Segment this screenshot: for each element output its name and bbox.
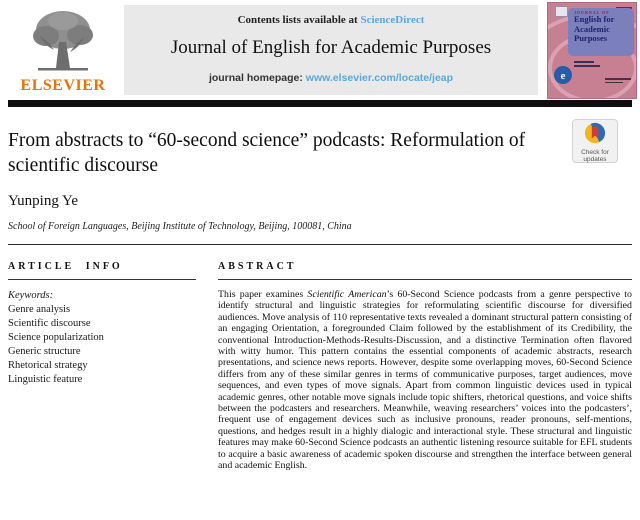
article-info-column xyxy=(8,261,196,472)
homepage-label: journal homepage: xyxy=(208,72,306,84)
elsevier-logo xyxy=(8,6,118,98)
journal-cover-thumbnail[interactable] xyxy=(547,2,637,99)
cover-editor-line xyxy=(574,61,594,63)
abstract-body-text: ’s 60-Second Science podcasts from a genre perspective to identify structural and linguistic strategies for reformulating scientific discourse for diversified audiences. Move analysis of 110 representative texts revealed a dominant structural pattern consisting of an engaging Orientation, a foregrounded Claim followed by the establishment of its Credibility, the conventional Introduction-Methods-Results-Discussion, and a distinctive Termination often flavored with witty humor. This pattern contains the essential components of academic abstracts, research presentations, and science news reports. However, despite some overlapping moves, 60-Second Science differs from any of these similar genres in terms of communicative purposes, target audiences, move sequences, and even types of move signals. Apart from common linguistic devices used in typical academic genres, other notable move signals include topic shifters, rhetorical questions, and voice shifts between the podcasters and researchers. Meanwhile, weaving researchers’ voices into the podcasters’, frequent use of engagement devices such as inclusive pronouns, reader pronouns, self-mentions, questions, and hedges result in a highly dialogic and interactional style. These structural and linguistic features may make 60-Second Science podcasts an authentic listening resource suitable for EFL students to acquire a basic awareness of academic spoken discourse and strengthen the interface between general and academic English. xyxy=(218,289,632,472)
cover-publisher-minibox xyxy=(555,6,568,17)
article-info-rule xyxy=(8,279,196,280)
article-title: From abstracts to “60-second science” podcasts: Reformulation of scientific discourse xyxy=(8,130,526,176)
abstract-rule xyxy=(218,279,632,280)
contents-line-text: Contents lists available at xyxy=(237,14,361,26)
info-abstract-columns xyxy=(8,261,632,472)
author-name: Yunping Ye xyxy=(8,193,79,209)
author-affiliation: School of Foreign Languages, Beijing Institute of Technology, Beijing, 100081, China xyxy=(8,221,352,232)
badge-label-line2: updates xyxy=(583,156,607,163)
sciencedirect-link[interactable]: ScienceDirect xyxy=(360,14,425,26)
section-divider-rule xyxy=(8,244,632,245)
abstract-column xyxy=(218,261,632,472)
journal-header-band xyxy=(124,5,538,95)
keywords-label: Keywords: xyxy=(8,290,54,301)
elsevier-circle-logo-icon xyxy=(553,65,573,85)
cover-title-line: English for xyxy=(574,14,615,24)
cover-kicker: JOURNAL OF xyxy=(574,10,610,15)
article-info-heading: ARTICLE INFO xyxy=(8,261,123,272)
abstract-lead: This paper examines xyxy=(218,289,308,300)
svg-text:e: e xyxy=(560,70,566,82)
cover-title-line: Academic xyxy=(574,23,610,34)
elsevier-wordmark: ELSEVIER xyxy=(20,77,106,94)
homepage-line xyxy=(124,72,538,84)
crossmark-icon xyxy=(584,122,606,144)
keyword-item: Generic structure xyxy=(8,346,81,357)
badge-label-line1: Check for xyxy=(581,149,609,156)
cover-footnote-lines xyxy=(605,78,631,85)
header-divider-bar xyxy=(8,100,632,107)
abstract-italic-term: Scientific American xyxy=(307,289,387,300)
keywords-block xyxy=(8,289,196,387)
elsevier-tree-icon xyxy=(24,6,102,76)
abstract-heading: ABSTRACT xyxy=(218,261,297,272)
keyword-item: Scientific discourse xyxy=(8,318,91,329)
keyword-item: Rhetorical strategy xyxy=(8,360,88,371)
keyword-item: Science popularization xyxy=(8,332,104,343)
check-for-updates-badge[interactable] xyxy=(572,119,618,163)
page-header xyxy=(0,0,640,108)
keyword-item: Genre analysis xyxy=(8,304,71,315)
abstract-text xyxy=(218,289,632,472)
journal-title: Journal of English for Academic Purposes xyxy=(170,37,492,58)
cover-title-line: Purposes xyxy=(574,33,608,43)
cover-editor-line xyxy=(574,65,600,67)
contents-line xyxy=(124,14,538,26)
cover-title-panel xyxy=(568,8,634,56)
homepage-url-link[interactable]: www.elsevier.com/locate/jeap xyxy=(305,72,454,84)
keyword-item: Linguistic feature xyxy=(8,374,83,385)
